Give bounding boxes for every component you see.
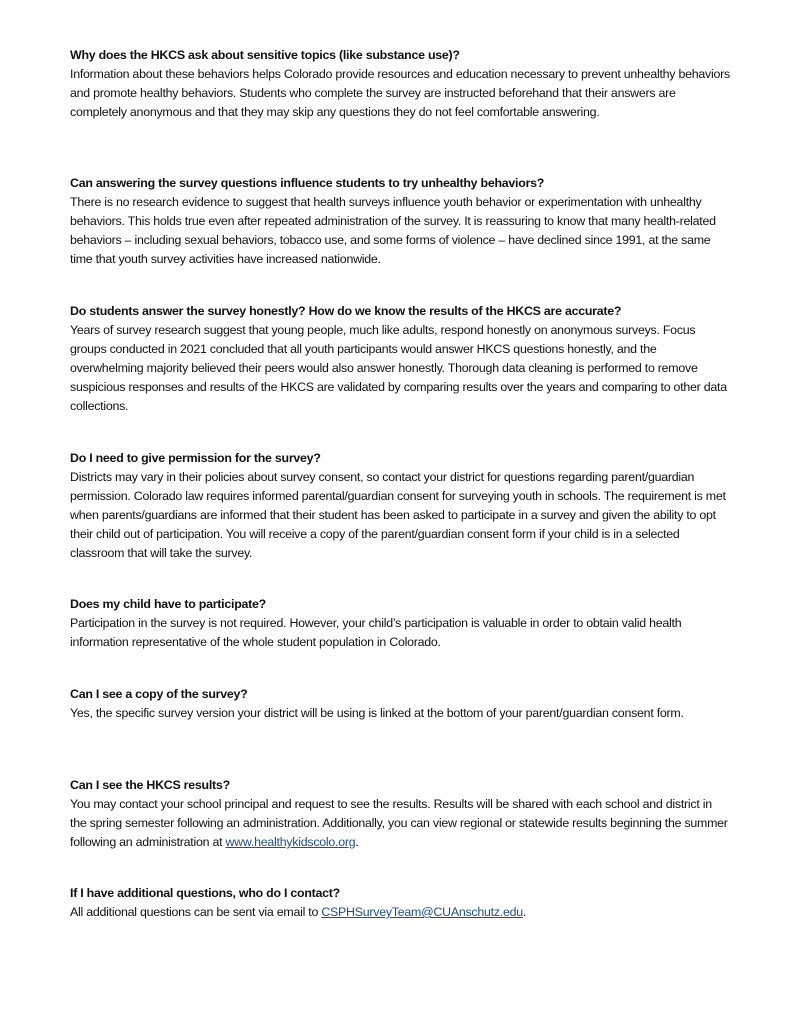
faq-answer-punct: . xyxy=(355,835,359,849)
faq-answer: There is no research evidence to suggest that health surveys influence youth behavior or experimentation with unhealthy behaviors. This holds true even after repeated administration of the survey. It is reassuring to know that many health-related behaviors – including sexual behaviors, tobacco use, and some forms of violence – have declined since 1991, at the same time that youth survey activities have increased nationwide. xyxy=(70,195,716,266)
faq-section-influence xyxy=(70,174,730,269)
faq-question: Do students answer the survey honestly? How do we know the results of the HKCS are accurate? xyxy=(70,304,622,318)
faq-answer-text: You may contact your school principal and request to see the results. Results will be shared with each school and district in the spring semester following an administration. Additionally, you can view regional or statewide results beginning the summer following an administration at xyxy=(70,797,728,849)
faq-question: Can I see the HKCS results? xyxy=(70,778,230,792)
faq-answer-text: All additional questions can be sent via email to xyxy=(70,905,322,919)
faq-question: Does my child have to participate? xyxy=(70,597,266,611)
faq-answer-punct: . xyxy=(522,905,527,919)
faq-section-honesty xyxy=(70,302,730,416)
faq-answer: Districts may vary in their policies about survey consent, so contact your district for questions regarding parent/guardian permission. Colorado law requires informed parental/guardian consent for surveying youth in schools. The requirement is met when parents/guardians are informed that their student has been asked to participate in a survey and given the ability to opt their child out of participation. You will receive a copy of the parent/guardian consent form if your child is in a selected classroom that will take the survey. xyxy=(70,470,726,560)
faq-section-survey-copy xyxy=(70,685,730,723)
faq-question: Can I see a copy of the survey? xyxy=(70,687,248,701)
faq-section-participation xyxy=(70,595,730,652)
faq-section-results xyxy=(70,776,730,852)
faq-answer: Participation in the survey is not required. However, your child’s participation is valuable in order to obtain valid health information representative of the whole student population in Colorado. xyxy=(70,616,682,649)
faq-answer: Information about these behaviors helps Colorado provide resources and education necessary to prevent unhealthy behaviors and promote healthy behaviors. Students who complete the survey are instructed beforehand that their answers are completely anonymous and that they may skip any questions they do not feel comfortable answering. xyxy=(70,67,730,119)
faq-answer: Yes, the specific survey version your district will be using is linked at the bottom of your parent/guardian consent form. xyxy=(70,706,684,720)
faq-answer xyxy=(70,903,730,922)
faq-section-sensitive-topics xyxy=(70,46,730,122)
faq-question: Do I need to give permission for the survey? xyxy=(70,451,321,465)
survey-team-email-link[interactable]: CSPHSurveyTeam@CUAnschutz.edu xyxy=(321,905,523,919)
faq-section-permission xyxy=(70,449,730,563)
faq-answer: Years of survey research suggest that young people, much like adults, respond honestly on anonymous surveys. Focus groups conducted in 2021 concluded that all youth participants would answer HKCS questions honestly, and the overwhelming majority believed their peers would also answer honestly. Thorough data cleaning is performed to remove suspicious responses and results of the HKCS are validated by comparing results over the years and comparing to other data collections. xyxy=(70,323,727,413)
faq-question: Why does the HKCS ask about sensitive topics (like substance use)? xyxy=(70,48,460,62)
faq-answer xyxy=(70,795,730,852)
healthykidscolo-link[interactable]: www.healthykidscolo.org xyxy=(225,835,356,849)
faq-question: If I have additional questions, who do I contact? xyxy=(70,886,341,900)
faq-section-contact xyxy=(70,884,730,922)
faq-question: Can answering the survey questions influence students to try unhealthy behaviors? xyxy=(70,176,545,190)
